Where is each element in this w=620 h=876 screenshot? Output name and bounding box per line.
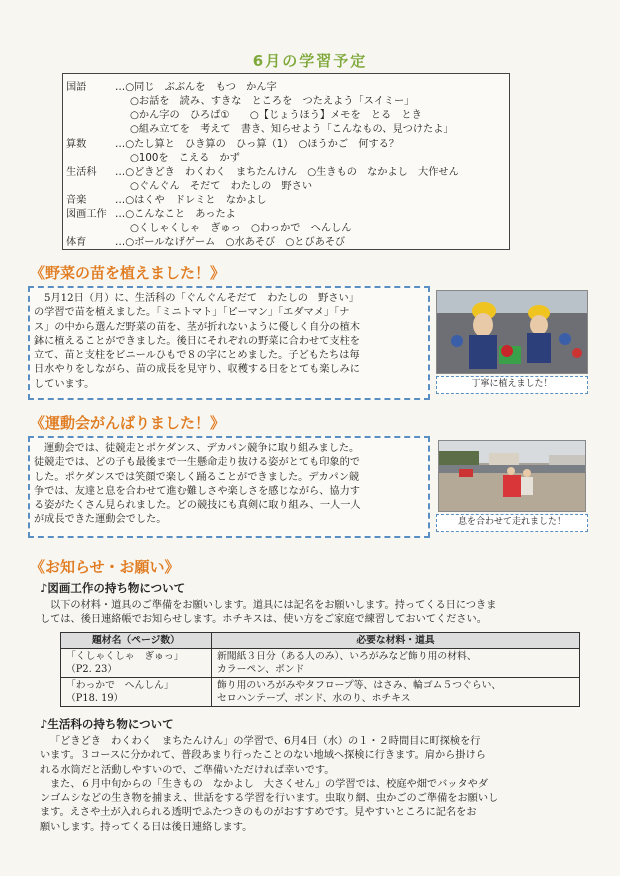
subject-label: 音楽 <box>66 195 87 206</box>
photo-sports-day <box>438 440 586 512</box>
schedule-row <box>66 166 459 179</box>
schedule-row <box>66 194 267 207</box>
text-line: が成長できた運動会でした。 <box>34 514 167 526</box>
subject-label: 算数 <box>66 139 87 150</box>
schedule-item: …○ボールなげゲーム ○水あそび ○とびあそび <box>115 237 346 248</box>
text-line: れる水筒だと活動しやすいので、ご準備いただければ幸いです。 <box>40 764 335 776</box>
section-body <box>34 442 426 528</box>
photo-caption: 丁寧に植えました！ <box>436 376 588 394</box>
topic-page: （P18. 19） <box>66 693 124 704</box>
text-line: した。ポケダンスでは笑顔で楽しく踊ることができました。デカパン競 <box>34 471 360 483</box>
life-studies-text <box>40 735 600 835</box>
topic-name: 「わっかで へんしん」 <box>66 680 174 691</box>
section-heading-sports-day: 《運動会がんばりました！》 <box>30 414 226 432</box>
text-line: 日水やりをしながら、苗の成長を見守り、収穫する日をとても楽しみに <box>34 364 360 376</box>
schedule-row <box>66 208 236 221</box>
text-line: 5月12日（月）に、生活科の「ぐんぐんそだて わたしの 野さい」 <box>44 293 359 304</box>
subheading-life-studies-supplies: ♪生活科の持ち物について <box>40 717 174 731</box>
text-line: ス」の中から選んだ野菜の苗を、茎が折れないように優しく自分の植木 <box>34 321 360 333</box>
text-line: 立て、苗と支柱をビニールひもで８の字にとめました。子どもたちは毎 <box>34 350 360 362</box>
subject-label: 体育 <box>66 237 87 248</box>
subject-label: 図画工作 <box>66 209 107 220</box>
material-line: 新聞紙３日分（ある人のみ）、いろがみなど飾り用の材料、 <box>217 651 477 662</box>
section-heading-notices: 《お知らせ・お願い》 <box>30 558 180 576</box>
text-line: しています。 <box>34 378 95 390</box>
text-line: 運動会では、徒競走とポケダンス、デカパン競争に取り組みました。 <box>44 443 360 454</box>
table-header-row <box>61 633 580 649</box>
schedule-item: ○くしゃくしゃ ぎゅっ ○わっかで へんしん <box>130 223 352 234</box>
schedule-row <box>66 138 399 151</box>
text-line: の学習で苗を植えました。「ミニトマト」「ピーマン」「エダマメ」「ナ <box>34 307 350 319</box>
text-line: 願いします。持ってくる日は後日連絡します。 <box>40 821 253 833</box>
schedule-item: ○お話を 読み、すきな ところを つたえよう「スイミー」 <box>130 96 415 107</box>
section-heading-vegetables: 《野菜の苗を植えました！》 <box>30 264 226 282</box>
text-line: る姿がたくさん見られました。どの競技にも真剣に取り組み、一人一人 <box>34 500 361 512</box>
text-line: しては、後日連絡帳でお知らせします。ホチキスは、使い方をご家庭で練習しておいてください。 <box>40 614 487 626</box>
schedule-item: ○ぐんぐん そだて わたしの 野さい <box>130 181 313 192</box>
text-line: 以下の材料・道具のご準備をお願いします。道具には記名をお願いします。持ってくる日につきま <box>50 600 497 611</box>
table-row <box>61 649 580 678</box>
art-supplies-text <box>40 599 600 628</box>
photo-planting <box>436 290 588 374</box>
schedule-item: …○どきどき わくわく まちたんけん ○生きもの なかよし 大作せん <box>115 167 459 178</box>
photo-caption: 息を合わせて走れました！ <box>436 514 588 532</box>
schedule-item: …○はくや ドレミと なかよし <box>115 195 267 206</box>
table-header-cell: 必要な材料・道具 <box>212 633 580 649</box>
subject-label: 国語 <box>66 82 87 93</box>
text-line: また、６月中旬からの「生きもの なかよし 大さくせん」の学習では、校庭や畑でバッタやダ <box>50 778 489 790</box>
material-line: カラーペン、ボンド <box>217 664 305 675</box>
material-line: 飾り用のいろがみやタフロープ等、はさみ、輪ゴム５つぐらい、 <box>217 680 502 691</box>
text-line: 徒競走では、どの子も最後まで一生懸命走り抜ける姿がとても印象的で <box>34 457 360 469</box>
schedule-item: …○たし算と ひき算の ひっ算（1） ○ほうかご 何する？ <box>115 139 400 150</box>
text-line: 「どきどき わくわく まちたんけん」の学習で、6月4日（水）の１・２時間目に町探検を行 <box>50 736 481 747</box>
schedule-item: …○同じ ぶぶんを もつ かん字 <box>115 82 277 93</box>
schedule-row <box>66 236 345 249</box>
text-line: ます。えさや土が入れられる透明でふたつきのものがおすすめです。見やすいところに記名をお <box>40 807 477 819</box>
schedule-item: ○100を こえる かず <box>130 153 240 164</box>
schedule-item: ○組み立てを 考えて 書き、知らせよう「こんなもの、見つけたよ」 <box>130 124 454 135</box>
text-line: 争では、友達と息を合わせて進む難しさや楽しさを感じながら、協力す <box>34 485 360 497</box>
page-title: 6月の学習予定 <box>252 52 368 70</box>
table-header-cell: 題材名（ページ数） <box>61 633 212 649</box>
text-line: います。３コースに分かれて、普段あまり行ったことのない地域へ探検に行きます。肩から掛けら <box>40 750 486 762</box>
text-line: ンゴムシなどの生き物を捕まえ、世話をする学習を行います。虫取り網、虫かごのご準備をお願いし <box>40 793 499 805</box>
table-cell <box>61 649 212 678</box>
table-cell <box>212 649 580 678</box>
supplies-table <box>60 632 580 707</box>
schedule-item: …○こんなこと あったよ <box>115 209 236 220</box>
text-line: 鉢に植えることができました。後日にそれぞれの野菜に合わせて支柱を <box>34 335 360 347</box>
section-body <box>34 292 426 392</box>
table-cell <box>212 678 580 707</box>
subject-label: 生活科 <box>66 167 97 178</box>
topic-name: 「くしゃくしゃ ぎゅっ」 <box>66 651 184 662</box>
schedule-row <box>66 81 277 94</box>
schedule-item: ○かん字の ひろば① ○【じょうほう】メモを とる とき <box>130 110 422 121</box>
topic-page: （P2. 23） <box>66 664 118 675</box>
table-row <box>61 678 580 707</box>
material-line: セロハンテープ、ボンド、水のり、ホチキス <box>217 693 411 704</box>
subheading-art-supplies: ♪図画工作の持ち物について <box>40 581 186 595</box>
table-cell <box>61 678 212 707</box>
